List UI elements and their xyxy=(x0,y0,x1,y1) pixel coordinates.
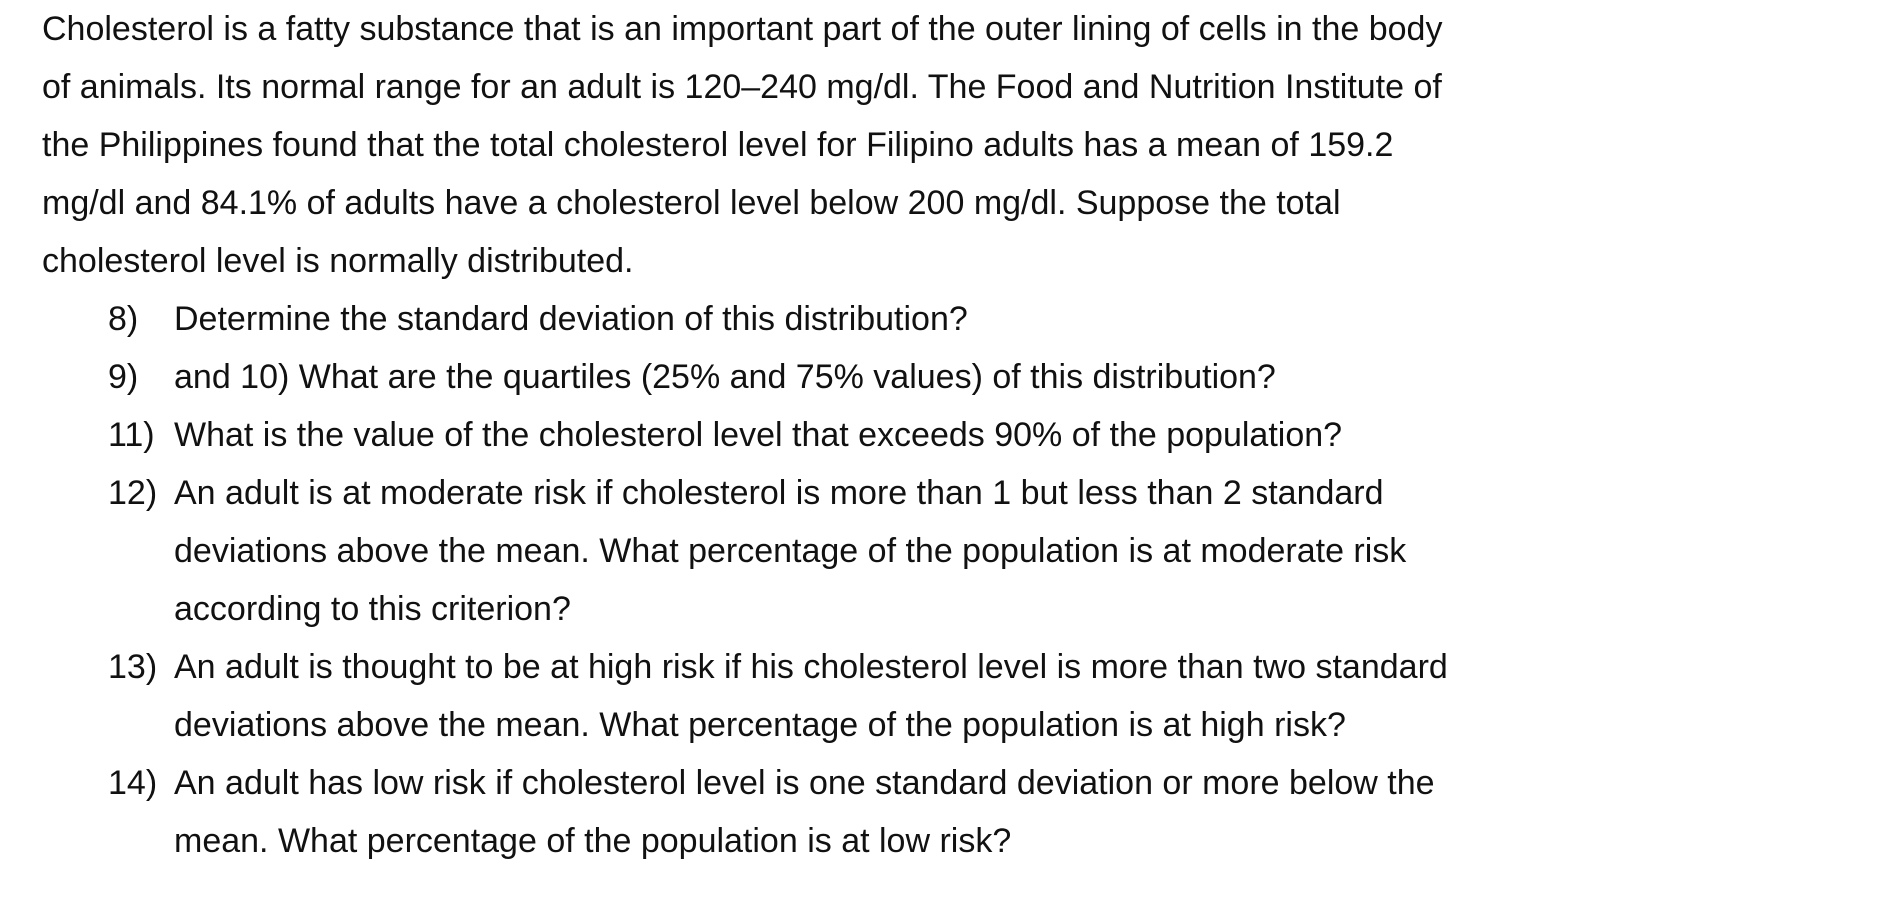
question-number: 14) xyxy=(108,764,158,802)
question-number: 9) xyxy=(108,358,139,396)
question-line: Determine the standard deviation of this distribution? xyxy=(174,300,968,338)
question-number: 8) xyxy=(108,300,139,338)
intro-line: cholesterol level is normally distributed. xyxy=(42,242,634,280)
question-list xyxy=(42,290,1842,870)
question-item xyxy=(108,754,1842,870)
question-number: 12) xyxy=(108,474,158,512)
intro-paragraph xyxy=(42,0,1842,290)
question-text xyxy=(174,638,1842,754)
question-line: An adult has low risk if cholesterol level is one standard deviation or more below the xyxy=(174,764,1435,802)
question-item xyxy=(108,406,1842,464)
question-number: 11) xyxy=(108,416,155,454)
document-text xyxy=(42,0,1842,870)
question-item xyxy=(108,290,1842,348)
question-text xyxy=(174,406,1842,464)
intro-line: of animals. Its normal range for an adult is 120–240 mg/dl. The Food and Nutrition Institute of xyxy=(42,68,1442,106)
question-text xyxy=(174,464,1842,638)
question-line: and 10) What are the quartiles (25% and 75% values) of this distribution? xyxy=(174,358,1276,396)
question-number: 13) xyxy=(108,648,158,686)
intro-line: mg/dl and 84.1% of adults have a cholesterol level below 200 mg/dl. Suppose the total xyxy=(42,184,1341,222)
question-text xyxy=(174,290,1842,348)
question-item xyxy=(108,348,1842,406)
question-text xyxy=(174,754,1842,870)
question-item xyxy=(108,464,1842,638)
question-item xyxy=(108,638,1842,754)
question-line: What is the value of the cholesterol level that exceeds 90% of the population? xyxy=(174,416,1343,454)
question-line: An adult is thought to be at high risk if his cholesterol level is more than two standard xyxy=(174,648,1448,686)
question-line: An adult is at moderate risk if cholesterol is more than 1 but less than 2 standard xyxy=(174,474,1384,512)
question-line: mean. What percentage of the population is at low risk? xyxy=(174,822,1012,860)
question-text xyxy=(174,348,1842,406)
question-line: according to this criterion? xyxy=(174,590,571,628)
intro-line: the Philippines found that the total cholesterol level for Filipino adults has a mean of 159.2 xyxy=(42,126,1394,164)
intro-line: Cholesterol is a fatty substance that is an important part of the outer lining of cells in the body xyxy=(42,10,1443,48)
question-line: deviations above the mean. What percentage of the population is at moderate risk xyxy=(174,532,1407,570)
question-line: deviations above the mean. What percentage of the population is at high risk? xyxy=(174,706,1346,744)
